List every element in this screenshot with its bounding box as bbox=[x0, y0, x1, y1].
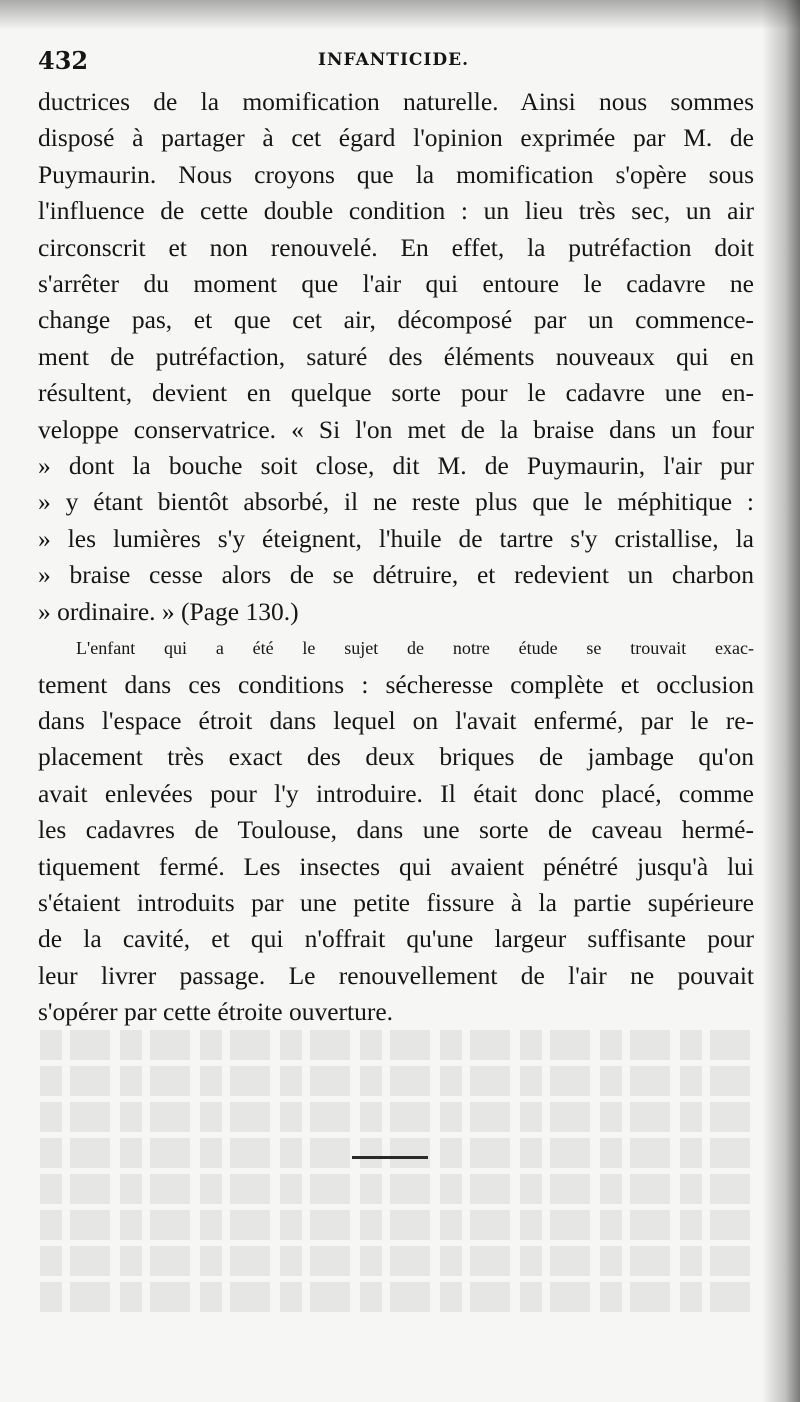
page-header bbox=[38, 42, 758, 82]
page-edge-shadow bbox=[762, 0, 800, 1402]
text-line: change pas, et que cet air, décomposé par un commence- bbox=[38, 305, 754, 335]
text-line: » ordinaire. » (Page 130.) bbox=[38, 596, 299, 626]
text-line: Puymaurin. Nous croyons que la momification s'opère sous bbox=[38, 159, 754, 189]
text-line: ment de putréfaction, saturé des éléments nouveaux qui en bbox=[38, 341, 754, 371]
section-end-rule bbox=[352, 1156, 428, 1159]
bleed-through-texture bbox=[40, 1030, 760, 1340]
text-line: s'opérer par cette étroite ouverture. bbox=[38, 997, 394, 1027]
text-line: » y étant bientôt absorbé, il ne reste plus que le méphitique : bbox=[38, 487, 754, 517]
text-line: résultent, devient en quelque sorte pour le cadavre une en- bbox=[38, 378, 754, 408]
text-line: de la cavité, et qui n'offrait qu'une largeur suffisante pour bbox=[38, 924, 754, 954]
page-top-shadow bbox=[0, 0, 800, 30]
text-line: circonscrit et non renouvelé. En effet, la putréfaction doit bbox=[38, 232, 754, 262]
text-line: disposé à partager à cet égard l'opinion exprimée par M. de bbox=[38, 123, 754, 153]
running-title: INFANTICIDE. bbox=[318, 50, 469, 70]
text-line: placement très exact des deux briques de jambage qu'on bbox=[38, 742, 754, 772]
text-line: tiquement fermé. Les insectes qui avaient pénétré jusqu'à lui bbox=[38, 851, 754, 881]
paragraph-2 bbox=[38, 630, 754, 1030]
text-line: s'étaient introduits par une petite fissure à la partie supérieure bbox=[38, 887, 754, 917]
body-text bbox=[38, 84, 754, 1031]
text-line: » dont la bouche soit close, dit M. de Puymaurin, l'air pur bbox=[38, 451, 754, 481]
text-line: les cadavres de Toulouse, dans une sorte de caveau hermé- bbox=[38, 815, 754, 845]
text-line: L'enfant qui a été le sujet de notre étude se trouvait exac- bbox=[76, 638, 754, 659]
text-line: avait enlevées pour l'y introduire. Il était donc placé, comme bbox=[38, 778, 754, 808]
text-line: tement dans ces conditions : sécheresse complète et occlusion bbox=[38, 669, 754, 699]
text-line: » braise cesse alors de se détruire, et redevient un charbon bbox=[38, 560, 754, 590]
text-line: veloppe conservatrice. « Si l'on met de la braise dans un four bbox=[38, 414, 754, 444]
text-line: dans l'espace étroit dans lequel on l'avait enfermé, par le re- bbox=[38, 705, 754, 735]
text-line: ductrices de la momification naturelle. Ainsi nous sommes bbox=[38, 87, 754, 116]
text-line: » les lumières s'y éteignent, l'huile de tartre s'y cristallise, la bbox=[38, 523, 754, 553]
text-line: leur livrer passage. Le renouvellement de l'air ne pouvait bbox=[38, 960, 754, 990]
text-line: s'arrêter du moment que l'air qui entoure le cadavre ne bbox=[38, 269, 754, 299]
text-line: l'influence de cette double condition : un lieu très sec, un air bbox=[38, 196, 754, 226]
page-number: 432 bbox=[38, 46, 89, 75]
paragraph-1 bbox=[38, 84, 754, 630]
